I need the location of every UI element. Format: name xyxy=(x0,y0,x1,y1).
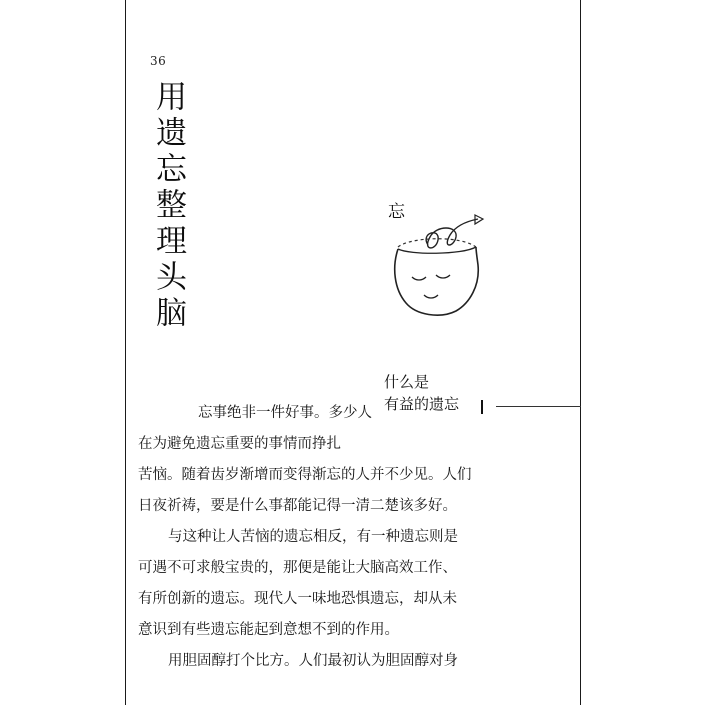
illustration-label: 忘 xyxy=(388,202,405,222)
section-heading-line: 有益的遗忘 xyxy=(384,395,460,413)
body-line: 苦恼。随着齿岁渐增而变得渐忘的人并不少见。人们 xyxy=(138,467,472,483)
body-line: 用胆固醇打个比方。人们最初认为胆固醇对身 xyxy=(168,653,458,669)
body-line: 忘事绝非一件好事。多少人 xyxy=(198,405,372,421)
chapter-title: 用遗忘整理头脑 xyxy=(150,80,186,332)
body-text xyxy=(138,398,498,677)
page-number: 36 xyxy=(150,54,167,68)
heading-rule xyxy=(496,406,581,407)
body-line: 意识到有些遗忘能起到意想不到的作用。 xyxy=(138,622,399,638)
section-heading-line: 什么是 xyxy=(384,373,430,391)
body-line: 可遇不可求般宝贵的，那便是能让大脑高效工作、 xyxy=(138,560,457,576)
body-line: 有所创新的遗忘。现代人一味地恐惧遗忘，却从未 xyxy=(138,591,457,607)
body-line: 在为避免遗忘重要的事情而挣扎 xyxy=(138,436,341,452)
head-illustration xyxy=(380,185,500,330)
body-line: 与这种让人苦恼的遗忘相反，有一种遗忘则是 xyxy=(168,529,458,545)
body-line: 日夜祈祷，要是什么事都能记得一清二楚该多好。 xyxy=(138,498,457,514)
